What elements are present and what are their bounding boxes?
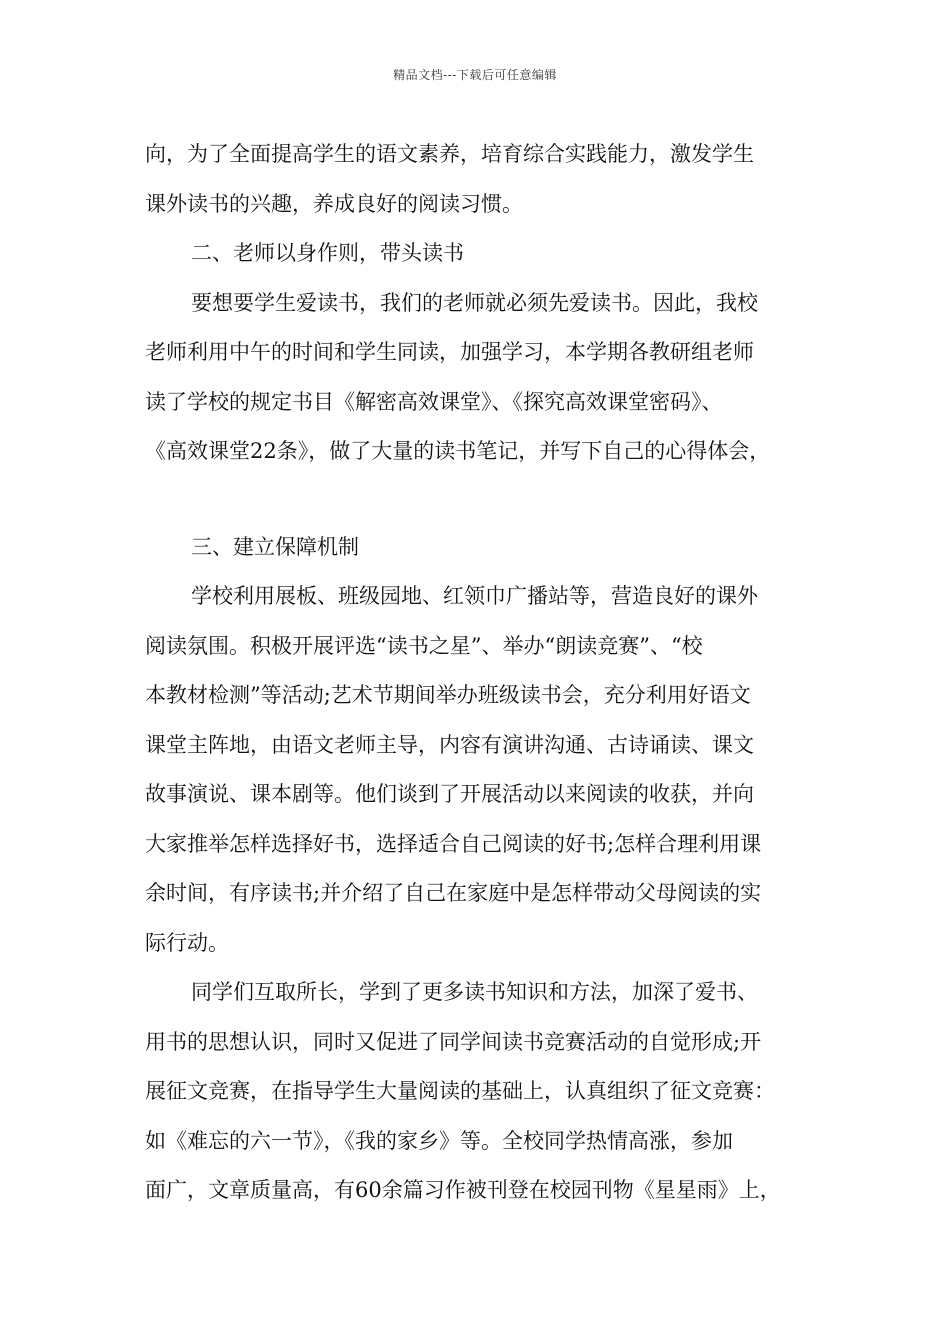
text-line: 同学们互取所长，学到了更多读书知识和方法，加深了爱书、 xyxy=(191,980,758,1004)
text-line: 故事演说、课本剧等。他们谈到了开展活动以来阅读的收获，并向 xyxy=(145,782,754,806)
text-line: 学校利用展板、班级园地、红领巾广播站等，营造良好的课外 xyxy=(191,584,758,608)
text-line: 《高效课堂22条》，做了大量的读书笔记，并写下自己的心得体会， xyxy=(145,439,771,463)
text-line: 读了学校的规定书目《解密高效课堂》、《探究高效课堂密码》、 xyxy=(145,389,723,414)
text-line: 要想要学生爱读书，我们的老师就必须先爱读书。因此，我校 xyxy=(191,290,758,315)
paragraph-teachers-reading xyxy=(145,279,810,477)
page-header: 精品文档---下载后可任意编辑 xyxy=(393,68,557,82)
text-line: 余时间，有序读书;并介绍了自己在家庭中是怎样带动父母阅读的实 xyxy=(145,881,762,905)
paragraph-continuation xyxy=(145,130,810,229)
section-heading-3 xyxy=(145,523,810,573)
document-body xyxy=(145,130,810,1216)
text-line: 老师利用中午的时间和学生同读，加强学习，本学期各教研组老师 xyxy=(145,340,754,364)
text-line: 课外读书的兴趣，养成良好的阅读习惯。 xyxy=(145,191,523,216)
text-line: 面广，文章质量高，有60余篇习作被刊登在校园刊物《星星雨》上， xyxy=(145,1178,781,1202)
paragraph-gap xyxy=(145,477,810,523)
text-line: 阅读氛围。积极开展评选“读书之星”、举办“朗读竞赛”、“校 xyxy=(145,633,703,658)
paragraph-reading-atmosphere xyxy=(145,572,810,968)
heading-text: 三、建立保障机制 xyxy=(191,534,359,559)
text-line: 际行动。 xyxy=(145,930,229,955)
heading-text: 二、老师以身作则，带头读书 xyxy=(191,241,464,265)
text-line: 课堂主阵地，由语文老师主导，内容有演讲沟通、古诗诵读、课文 xyxy=(145,732,754,757)
text-line: 如《难忘的六一节》，《我的家乡》等。全校同学热情高涨，参加 xyxy=(145,1128,733,1153)
section-heading-2 xyxy=(145,229,810,279)
text-line: 用书的思想认识，同时又促进了同学间读书竞赛活动的自觉形成;开 xyxy=(145,1029,762,1054)
text-line: 大家推举怎样选择好书，选择适合自己阅读的好书;怎样合理利用课 xyxy=(145,831,762,856)
text-line: 本教材检测”等活动;艺术节期间举办班级读书会，充分利用好语文 xyxy=(145,683,751,707)
paragraph-essay-contest xyxy=(145,968,810,1216)
text-line: 向，为了全面提高学生的语文素养，培育综合实践能力，激发学生 xyxy=(145,142,754,166)
text-line: 展征文竞赛，在指导学生大量阅读的基础上，认真组织了征文竞赛： xyxy=(145,1079,775,1103)
